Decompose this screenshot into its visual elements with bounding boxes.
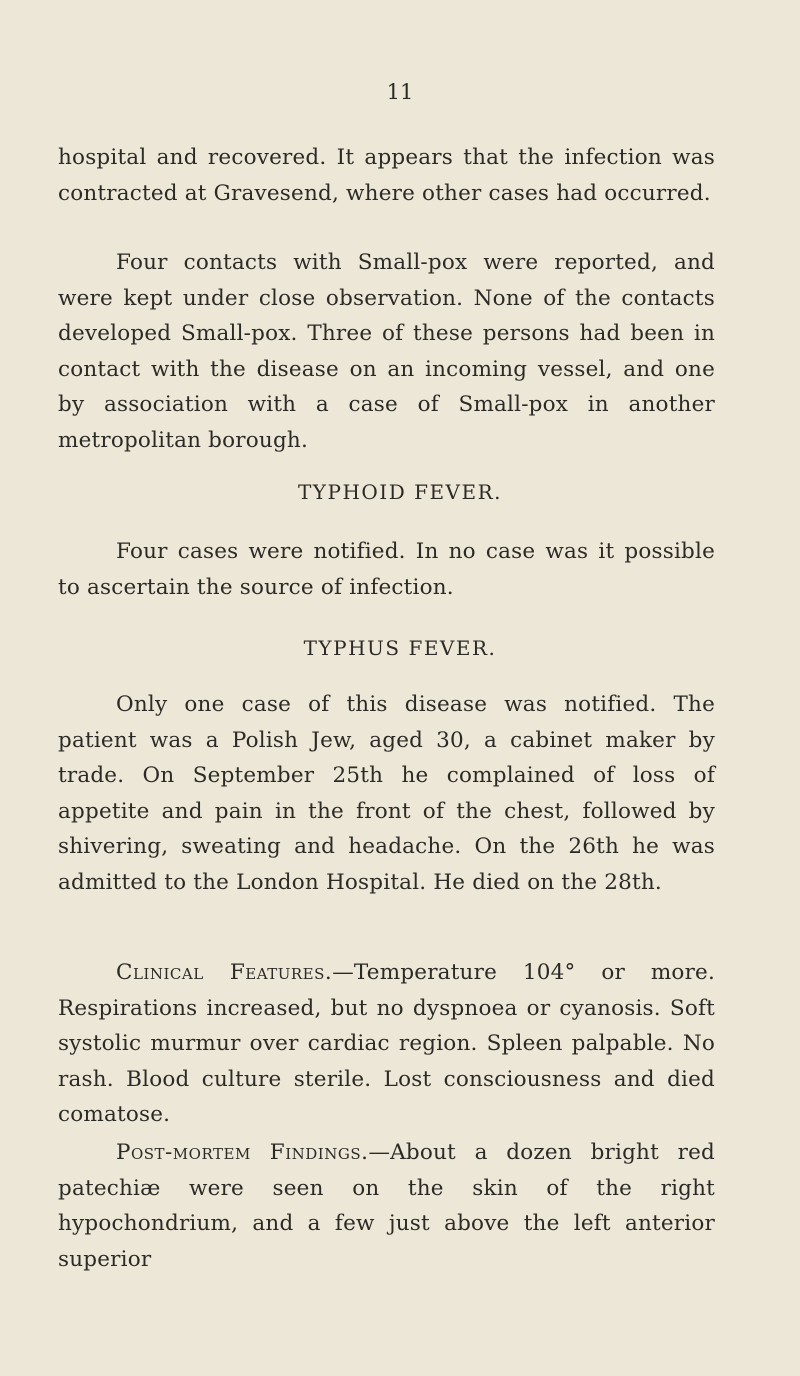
paragraph-typhus-case: Only one case of this disease was notified. The patient was a Polish Jew, aged 30, a cabinet maker by trade. On September 25th he complained of loss of appetite and pain in the front of the chest, followed by shivering, sweating and headache. On the 26th he was admitted to the London Hospital. He died on the 28th. <box>58 692 715 895</box>
page-number: 11 <box>386 80 414 104</box>
post-mortem-lead: Post-mortem Findings. <box>116 1140 369 1165</box>
paragraph-clinical-features <box>58 955 715 1133</box>
paragraph-post-mortem-findings <box>58 1135 715 1277</box>
clinical-features-lead: Clinical Features. <box>116 960 333 985</box>
paragraph-typhoid-cases: Four cases were notified. In no case was it possible to ascertain the source of infection. <box>58 539 715 600</box>
clinical-features-text: —Temperature 104° or more. Respirations increased, but no dyspnoea or cyanosis. Soft systolic murmur over cardiac region. Spleen palpable. No rash. Blood culture sterile. Lost consciousness and died comatose. <box>58 960 716 1127</box>
paragraph-smallpox-contacts: Four contacts with Small-pox were reported, and were kept under close observation. None of the contacts developed Small-pox. Three of these persons had been in contact with the disease on an incoming vessel, and one by association with a case of Small-pox in another metropolitan borough. <box>58 250 715 453</box>
paragraph-smallpox-origin: hospital and recovered. It appears that the infection was contracted at Gravesend, where other cases had occurred. <box>58 145 715 206</box>
heading-typhoid-fever: TYPHOID FEVER. <box>297 480 503 504</box>
post-mortem-text: —About a dozen bright red patechiæ were seen on the skin of the right hypochondrium, and a few just above the left anterior superior <box>58 1140 716 1272</box>
heading-typhus-fever: TYPHUS FEVER. <box>303 636 497 660</box>
